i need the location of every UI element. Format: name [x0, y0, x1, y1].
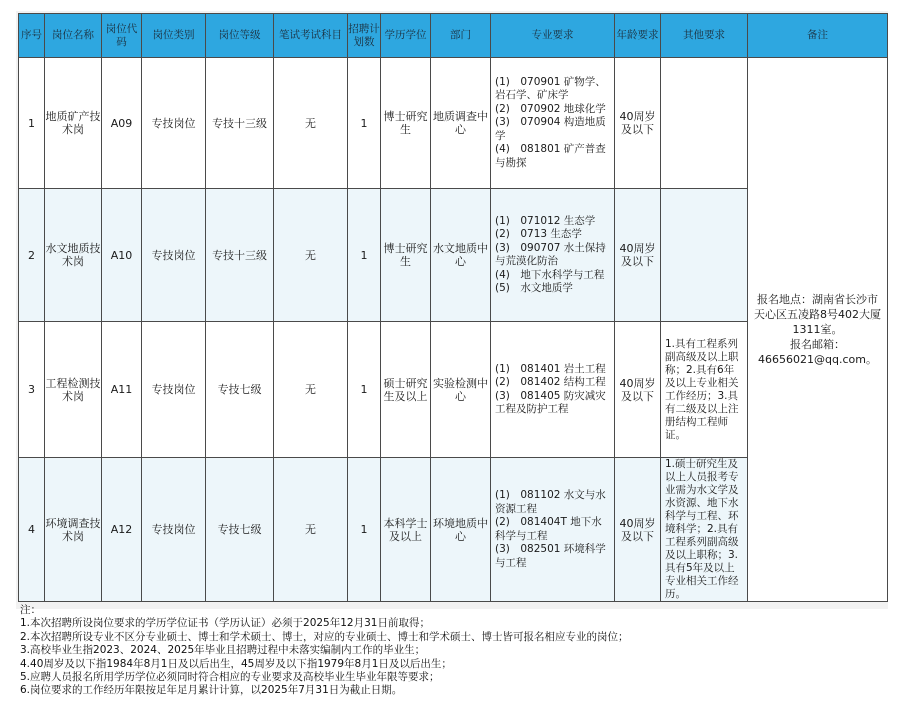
header-position-level: 岗位等级 [206, 14, 274, 58]
header-exam-subject: 笔试考试科目 [274, 14, 348, 58]
cell-other-requirement [661, 58, 748, 189]
cell-position-level: 专技十三级 [206, 189, 274, 322]
cell-age-requirement: 40周岁及以下 [615, 189, 661, 322]
cell-position-name: 水文地质技术岗 [45, 189, 102, 322]
cell-major-requirement [491, 322, 615, 458]
remark-email: 46656021@qq.com。 [758, 353, 877, 366]
major-item: (3) 082501 环境科学与工程 [495, 543, 606, 569]
cell-position-name: 地质矿产技术岗 [45, 58, 102, 189]
cell-hiring-count: 1 [348, 189, 381, 322]
footnotes [20, 604, 890, 698]
remark-email-label: 报名邮箱： [790, 338, 845, 351]
cell-no: 2 [19, 189, 45, 322]
cell-age-requirement: 40周岁及以下 [615, 58, 661, 189]
cell-degree: 博士研究生 [381, 58, 431, 189]
cell-degree: 博士研究生 [381, 189, 431, 322]
major-item: (3) 070904 构造地质学 [495, 116, 606, 142]
cell-department: 实验检测中心 [431, 322, 491, 458]
cell-position-code: A12 [102, 458, 142, 602]
table-row [19, 58, 888, 189]
cell-degree: 硕士研究生及以上 [381, 322, 431, 458]
header-position-code: 岗位代码 [102, 14, 142, 58]
major-item: (1) 081401 岩土工程 [495, 362, 606, 375]
major-item: (3) 090707 水土保持与荒漠化防治 [495, 241, 606, 267]
cell-exam-subject: 无 [274, 322, 348, 458]
cell-hiring-count: 1 [348, 322, 381, 458]
major-item: (5) 水文地质学 [495, 282, 573, 294]
cell-exam-subject: 无 [274, 189, 348, 322]
cell-position-level: 专技七级 [206, 458, 274, 602]
table-header-row [19, 14, 888, 58]
cell-no: 3 [19, 322, 45, 458]
major-item: (2) 081402 结构工程 [495, 376, 606, 388]
cell-position-code: A11 [102, 322, 142, 458]
cell-hiring-count: 1 [348, 458, 381, 602]
major-item: (2) 081404T 地下水科学与工程 [495, 516, 602, 542]
major-item: (3) 081405 防灾减灾工程及防护工程 [495, 389, 606, 415]
cell-position-code: A09 [102, 58, 142, 189]
cell-age-requirement: 40周岁及以下 [615, 458, 661, 602]
header-remark: 备注 [748, 14, 888, 58]
note-item: 5.应聘人员报名所用学历学位必须同时符合相应的专业要求及高校毕业生毕业年限等要求； [20, 671, 440, 684]
major-item: (2) 070902 地球化学 [495, 102, 606, 115]
cell-department: 地质调查中心 [431, 58, 491, 189]
cell-no: 4 [19, 458, 45, 602]
cell-department: 环境地质中心 [431, 458, 491, 602]
cell-degree: 本科学士及以上 [381, 458, 431, 602]
note-item: 2.本次招聘所设专业不区分专业硕士、博士和学术硕士、博士，对应的专业硕士、博士和学术硕士、博士皆可报名相应专业的岗位； [20, 630, 629, 643]
cell-major-requirement [491, 58, 615, 189]
cell-position-category: 专技岗位 [142, 458, 206, 602]
note-item: 1.本次招聘所设岗位要求的学历学位证书（学历认证）必须于2025年12月31日前取得； [20, 617, 430, 630]
cell-position-name: 工程检测技术岗 [45, 322, 102, 458]
cell-exam-subject: 无 [274, 458, 348, 602]
cell-other-requirement: 1.具有工程系列副高级及以上职称；2.具有6年及以上专业相关工作经历；3.具有二级及以上注册结构工程师证。 [661, 322, 748, 458]
cell-position-code: A10 [102, 189, 142, 322]
header-age-requirement: 年龄要求 [615, 14, 661, 58]
major-item: (4) 地下水科学与工程 [495, 268, 605, 281]
cell-position-level: 专技十三级 [206, 58, 274, 189]
cell-major-requirement [491, 189, 615, 322]
cell-remark [748, 58, 888, 602]
cell-other-requirement: 1.硕士研究生及以上人员报考专业需为水文学及水资源、地下水科学与工程、环境科学；2.具有工程系列副高级及以上职称；3.具有5年及以上专业相关工作经历。 [661, 458, 748, 602]
header-other-requirement: 其他要求 [661, 14, 748, 58]
cell-hiring-count: 1 [348, 58, 381, 189]
note-item: 4.40周岁及以下指1984年8月1日及以后出生，45周岁及以下指1979年8月1日及以后出生； [20, 657, 452, 670]
note-item: 6.岗位要求的工作经历年限按足年足月累计计算，以2025年7月31日为截止日期。 [20, 684, 403, 697]
cell-other-requirement [661, 189, 748, 322]
major-item: (1) 081102 水文与水资源工程 [495, 489, 606, 515]
cell-position-category: 专技岗位 [142, 58, 206, 189]
remark-address: 报名地点：湖南省长沙市天心区五凌路8号402大厦1311室。 [754, 293, 881, 336]
cell-age-requirement: 40周岁及以下 [615, 322, 661, 458]
cell-position-name: 环境调查技术岗 [45, 458, 102, 602]
note-item: 3.高校毕业生指2023、2024、2025年毕业且招聘过程中未落实编制内工作的毕业生； [20, 644, 426, 657]
cell-no: 1 [19, 58, 45, 189]
header-no: 序号 [19, 14, 45, 58]
header-hiring-count: 招聘计划数 [348, 14, 381, 58]
cell-position-category: 专技岗位 [142, 322, 206, 458]
header-major-requirement: 专业要求 [491, 14, 615, 58]
recruitment-table [18, 13, 888, 602]
header-position-name: 岗位名称 [45, 14, 102, 58]
cell-position-level: 专技七级 [206, 322, 274, 458]
major-item: (2) 0713 生态学 [495, 228, 582, 240]
cell-position-category: 专技岗位 [142, 189, 206, 322]
header-department: 部门 [431, 14, 491, 58]
major-item: (1) 071012 生态学 [495, 214, 596, 227]
header-degree: 学历学位 [381, 14, 431, 58]
cell-exam-subject: 无 [274, 58, 348, 189]
major-item: (4) 081801 矿产普查与勘探 [495, 143, 606, 169]
header-position-category: 岗位类别 [142, 14, 206, 58]
cell-major-requirement [491, 458, 615, 602]
major-item: (1) 070901 矿物学、岩石学、矿床学 [495, 75, 606, 102]
notes-title: 注： [20, 604, 41, 616]
cell-department: 水文地质中心 [431, 189, 491, 322]
